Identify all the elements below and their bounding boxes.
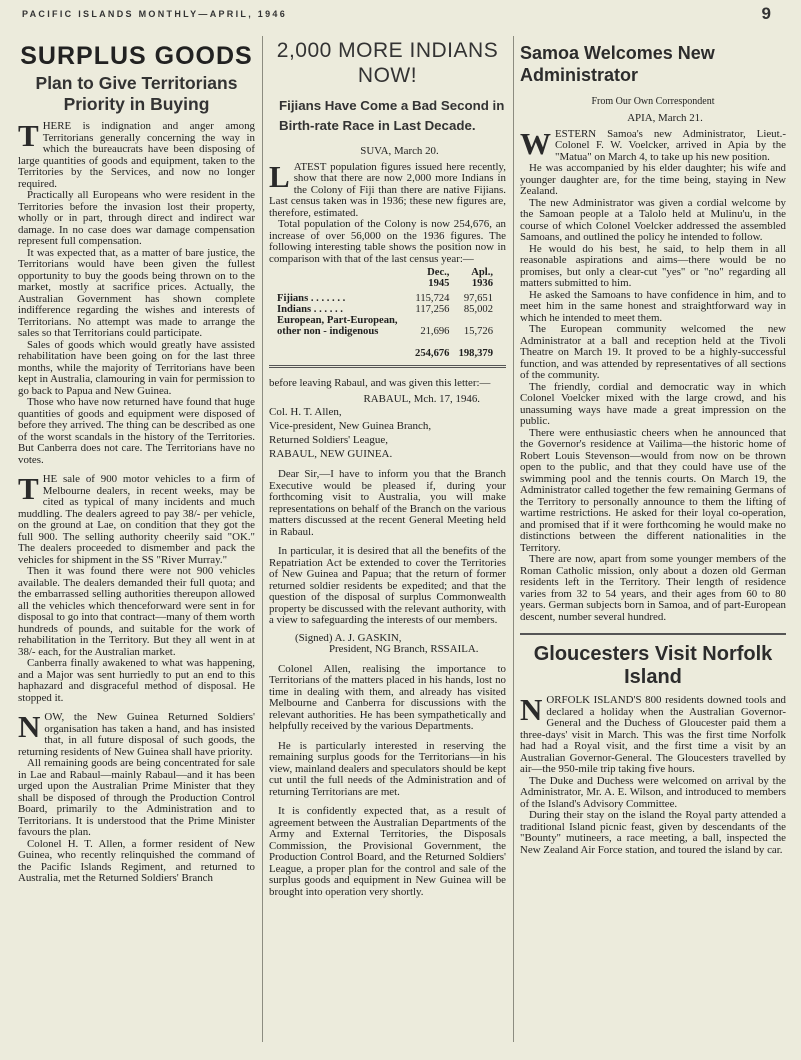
paragraph: THE sale of 900 motor vehicles to a firm of Melbourne dealers, in recent weeks, may be cited as typical of many incidents and much muddling. The dealers agreed to pay 38/- per vehicle, on the ground at Lae, on condition that they got the full 900. The selling authority cheerily said "OK." The dealers proceeded to dismember and pack the vehicles for shipment in the SS "River Murray.": [18, 471, 255, 566]
article-surplus-goods: [18, 36, 255, 1054]
paragraph: All remaining goods are being concentrated for sale in Lae and Rabaul—mainly Rabaul—and it has been urged upon the Australian Prime Minister that they shall be disposed of through the Production Control Board, primarily to the Administration and to Territorians. It is understood that the Prime Minister favours the plan.: [18, 757, 255, 838]
article-samoa: [520, 36, 786, 1054]
paragraph: Those who have now returned have found that huge quantities of goods and equipment were disposed of before they arrived. The thing can be described as one of the worst scandals in the history of the Territories. But Canberra does not care. The Territorians have no votes.: [18, 396, 255, 466]
signature: (Signed) A. J. GASKIN,: [295, 631, 402, 644]
paragraph: The friendly, cordial and democratic way in which Colonel Voelcker mixed with the large crowd, and his unassuming ways have made a great impression on the public.: [520, 380, 786, 427]
table-header: Dec., 1945: [427, 267, 450, 290]
table-row: European, Part-European, other non - indigenous 21,696 15,726: [277, 315, 493, 338]
paragraph: There are now, apart from some younger members of the Roman Catholic mission, only about a dozen old German residents left in the Territory. Their length of residence varies from 32 to 54 years, and their ages from 60 to 80 years. German subjects born in Samoa, and of part-European descent, number several hundred.: [520, 553, 786, 623]
paragraph: He is particularly interested in reserving the remaining surplus goods for the Territorians—in his view, mainland dealers and speculators should be kept cut until the full needs of the Administration and of returning Territorians are met.: [269, 739, 506, 798]
letter-address-line: Vice-president, New Guinea Branch,: [269, 420, 432, 433]
paragraph: It is confidently expected that, as a result of agreement between the Australian Departments of the Army and External Territories, the Disposals Commission, the Provisional Government, the Production Control Board, and the Returned Soldiers' League, a proper plan for the control and sale of the surplus goods and equipment in New Guinea will be brought into operation very shortly.: [269, 805, 506, 898]
divider: [520, 633, 786, 635]
paragraph: NORFOLK ISLAND'S 800 residents downed tools and declared a holiday when the Australian Governor-General and the Duchess of Gloucester paid them a three-days' visit in March. This was the first time Norfolk had had a Royal visit, and the first time a visit by an Australian Governor-General. The Gloucesters travelled by air—the 950-mile trip taking five hours.: [520, 692, 786, 775]
drop-cap: N: [18, 709, 41, 744]
column-rule: [262, 36, 263, 1042]
dateline: SUVA, March 20.: [360, 145, 439, 157]
table-row: Fijians . . . . . . . 115,724 97,651: [277, 292, 493, 304]
paragraph: There were enthusiastic cheers when he announced that the Governor's residence at Vailima—the historic home of Robert Louis Stevenson—would from now on be thrown open to the public, and that they could have use of the swimming pool and the tennis courts. On March 19, the Administrator called together the few remaining Germans of the Territory to personally announce to them the lifting of wartime restrictions. He asked for their loyal co-operation, and promised that if it were forthcoming he would make no distinctions between the different nationalities in the Territory.: [520, 426, 786, 554]
paragraph: LATEST population figures issued here recently, show that there are now 2,000 more Indians in the Colony of Fiji than there are native Fijians. Last census taken was in 1936; these new figures are, therefore, estimated.: [269, 158, 506, 219]
article-more-indians: [269, 36, 506, 1054]
paragraph: Canberra finally awakened to what was happening, and a Major was sent hurriedly to put an end to this haphazard and disgraceful method of disposal. He stopped it.: [18, 657, 255, 704]
population-table: [275, 267, 495, 359]
paragraph: During their stay on the island the Royal party attended a traditional Island picnic feast, given by descendants of the "Bounty" mutineers, a race meeting, a ball, inspected the New Zealand Air Force station, and toured the island by car.: [520, 809, 786, 856]
paragraph: He would do his best, he said, to help them in all reasonable aspirations and aims—there would be no promises, but only a clear-cut "yes" or "no" regarding all matters submitted to him.: [520, 242, 786, 289]
paragraph: NOW, the New Guinea Returned Soldiers' organisation has taken a hand, and has insisted that, in all future disposal of such goods, the returning residents of New Guinea shall have priority.: [18, 709, 255, 758]
table-total-row: 254,676 198,379: [415, 347, 493, 359]
paragraph: WESTERN Samoa's new Administrator, Lieut.-Colonel F. W. Voelcker, arrived in Apia by the "Matua" on March 4, to take up his new position.: [520, 125, 786, 163]
paragraph: Colonel H. T. Allen, a former resident of New Guinea, who recently relinquished the command of the Pacific Islands Regiment, and returned to Australia, met the Returned Soldiers' Branch: [18, 837, 255, 884]
paragraph: Sales of goods which would greatly have assisted rehabilitation have been going on for the last three months, while the majority of Territorians have been kept in Australia, clamouring in vain for permission to go back to Papua and New Guinea.: [18, 338, 255, 397]
paragraph: Dear Sir,—I have to inform you that the Branch Executive would be pleased if, during your forthcoming visit to Australia, you will make representations on behalf of the Branch on the various matters discussed at the recent General Meeting held in Rabaul.: [269, 468, 506, 538]
letter-address-line: Col. H. T. Allen,: [269, 406, 342, 419]
headline: 2,000 MORE INDIANS NOW!: [276, 39, 499, 87]
running-head: PACIFIC ISLANDS MONTHLY—APRIL, 1946: [22, 9, 288, 19]
paragraph: THERE is indignation and anger among Territorians generally concerning the way in which the bureaucrats have been disposing of large quantities of goods and equipment, taken to the Territories by the Services, and now no longer required.: [18, 118, 255, 190]
page-number: 9: [761, 4, 771, 23]
paragraph: Colonel Allen, realising the importance to Territorians of the matters placed in his hands, lost no time in dealing with them, and already has visited Melbourne and Canberra for discussions with the relevant authorities. He has been sympathetically and helpfully received by the various Departments.: [269, 662, 506, 733]
signature-title: President, NG Branch, RSSAILA.: [329, 643, 479, 656]
paragraph: Then it was found there were not 900 vehicles available. The dealers demanded their full quota; and the embarrassed selling authorities thereupon allowed all the vehicles which thenceforward were sent in for disposal to go into that contract—many of them worth hundreds of pounds, and suitable for the work of rehabilitation in the Territory. But they all went in at 38/- each, for the Australian market.: [18, 565, 255, 658]
column-rule: [513, 36, 514, 1042]
paragraph: The Duke and Duchess were welcomed on arrival by the Administrator, Mr. A. E. Wilson, and introduced to members of the Island's Advisory Committee.: [520, 774, 786, 810]
dateline: APIA, March 21.: [627, 112, 703, 124]
drop-cap: L: [269, 158, 290, 194]
paragraph: In particular, it is desired that all the benefits of the Repatriation Act be extended to cover the Territories of New Guinea and Papua; that the return of former returned soldier residents be expedited; and that the question of the disposal of surplus Commonwealth property be discussed with the relevant authority, with a view to safeguarding the interests of our members.: [269, 545, 506, 627]
paragraph: He asked the Samoans to have confidence in him, and to meet him in the same honest and straightforward way in which he intended to meet them.: [520, 288, 786, 324]
paragraph: It was expected that, as a matter of bare justice, the Territorians would have been given the fullest opportunity to buy the goods being thrown on to the market, mostly at sacrifice prices. Actually, the Australian Government has shown complete indifference regarding the wishes and interests of Territorians. No attempt was made to arrange the sales so that Territorians could participate.: [18, 246, 255, 339]
drop-cap: W: [520, 125, 551, 161]
letter-address-line: RABAUL, NEW GUINEA.: [269, 448, 393, 461]
divider: [269, 365, 506, 368]
headline: SURPLUS GOODS: [20, 42, 253, 70]
drop-cap: N: [520, 692, 543, 727]
drop-cap: T: [18, 471, 39, 506]
drop-cap: T: [18, 118, 39, 153]
table-header: Apl., 1936: [471, 267, 493, 290]
headline: Gloucesters Visit Norfolk Island: [533, 643, 773, 688]
paragraph: The European community welcomed the new Administrator at a ball and reception held at the Tivoli Theatre on March 19. It proved to be a highly-successful function, and was attended by representatives of all sections of the community.: [520, 323, 786, 381]
paragraph: He was accompanied by his elder daughter; his wife and younger daughter are, for the time being, staying in New Zealand.: [520, 162, 786, 197]
letter-address-line: Returned Soldiers' League,: [269, 434, 388, 447]
letter-date: RABAUL, Mch. 17, 1946.: [363, 392, 480, 405]
paragraph: before leaving Rabaul, and was given this letter:—: [269, 377, 491, 390]
byline: From Our Own Correspondent: [591, 96, 715, 107]
table-row: Indians . . . . . . 117,256 85,002: [277, 303, 493, 315]
paragraph: The new Administrator was given a cordial welcome by the Samoan people at a Talolo held at Mulinu'u, in the course of which Colonel Voelcker addressed the assembled Samoans, and outlined the policy he intended to follow.: [520, 196, 786, 243]
headline: Samoa Welcomes New Administrator: [520, 43, 715, 85]
subheadline: Fijians Have Come a Bad Second in Birth-rate Race in Last Decade.: [279, 98, 505, 133]
paragraph: Practically all Europeans who were resident in the Territories before the invasion lost their property, wholly or in part, through direct and indirect war damage. In no case does war damage compensation represent full compensation.: [18, 189, 255, 247]
paragraph: Total population of the Colony is now 254,676, an increase of over 56,000 on the 1936 figures. The following interesting table shows the position now in comparison with that of the last census year:—: [269, 218, 506, 265]
subheadline: Plan to Give Territorians Priority in Buying: [35, 73, 238, 114]
